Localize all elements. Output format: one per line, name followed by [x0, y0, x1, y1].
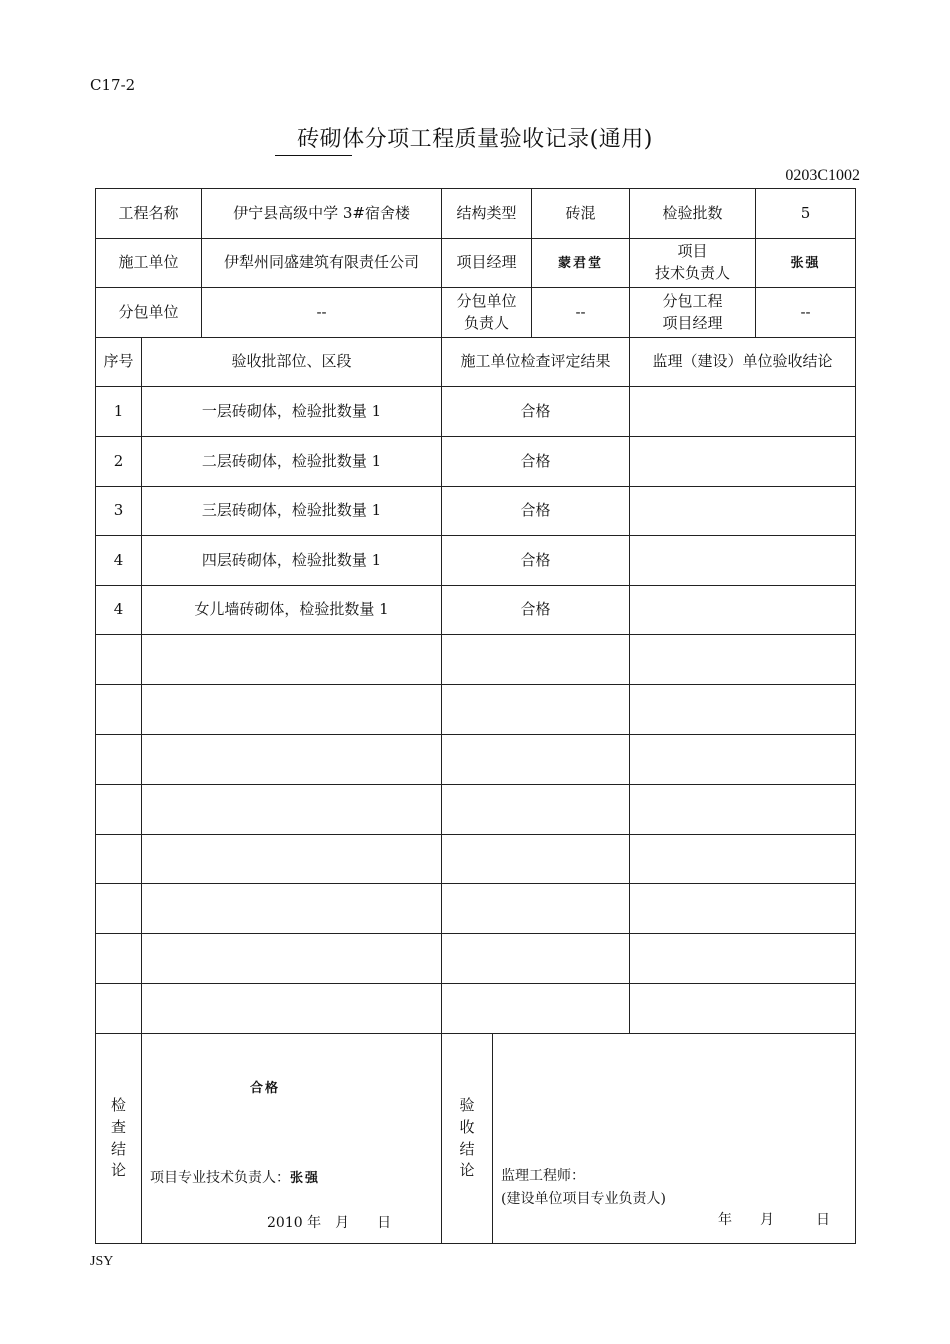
row-contractor-result [442, 735, 630, 785]
row-batch-part: 一层砖砌体，检验批数量 1 [142, 387, 442, 437]
accept-label-char: 论 [459, 1161, 475, 1180]
row-contractor-result: 合格 [442, 387, 630, 437]
signature-mark: 蒙君堂 [558, 256, 604, 272]
supervisor-engineer-line: 监理工程师： [501, 1168, 586, 1184]
row-serial-no [96, 735, 142, 785]
row-batch-part [142, 685, 442, 735]
accept-label-char: 验 [459, 1096, 475, 1114]
row-serial-no: 2 [96, 437, 142, 487]
sub-lead-label [442, 288, 532, 338]
row-batch-part [142, 785, 442, 835]
sub-pm-value: -- [756, 288, 856, 338]
check-label-char: 论 [111, 1161, 127, 1180]
check-result-signature: 合格 [250, 1081, 281, 1096]
tech-lead-label-line1: 项目 [677, 242, 708, 261]
row-contractor-result [442, 984, 630, 1034]
table-row [96, 487, 856, 536]
row-contractor-result [442, 884, 630, 934]
row-serial-no [96, 785, 142, 835]
row-batch-part [142, 635, 442, 685]
footer-code: JSY [90, 1254, 114, 1269]
info-row-subcontractor [96, 288, 856, 338]
row-contractor-result: 合格 [442, 487, 630, 536]
owner-lead-line: (建设单位项目专业负责人) [501, 1191, 666, 1207]
row-contractor-result: 合格 [442, 536, 630, 586]
row-serial-no [96, 884, 142, 934]
table-row [96, 884, 856, 934]
row-contractor-result [442, 835, 630, 884]
info-row-contractor [96, 239, 856, 288]
row-supervisor-conclusion [630, 635, 856, 685]
row-supervisor-conclusion [630, 735, 856, 785]
project-name-value: 伊宁县高级中学 3#宿舍楼 [202, 189, 442, 239]
table-row [96, 437, 856, 487]
row-serial-no [96, 685, 142, 735]
row-supervisor-conclusion [630, 387, 856, 437]
accept-label-char: 结 [459, 1139, 475, 1158]
row-supervisor-conclusion [630, 685, 856, 735]
tech-lead-line [150, 1168, 320, 1189]
row-supervisor-conclusion [630, 984, 856, 1034]
conclusion-row [96, 1034, 856, 1244]
header-serial-no: 序号 [96, 338, 142, 387]
table-row [96, 984, 856, 1034]
acceptance-conclusion-label [442, 1034, 493, 1243]
row-batch-part [142, 835, 442, 884]
row-contractor-result [442, 785, 630, 835]
tech-lead-label [630, 239, 756, 288]
tech-lead-label-line2: 技术负责人 [655, 264, 731, 282]
table-row [96, 536, 856, 586]
row-serial-no [96, 984, 142, 1034]
row-batch-part: 四层砖砌体，检验批数量 1 [142, 536, 442, 586]
row-supervisor-conclusion [630, 835, 856, 884]
acceptance-conclusion-cell [442, 1034, 856, 1244]
table-row [96, 387, 856, 437]
contractor-label: 施工单位 [96, 239, 202, 288]
tech-lead-line-signature: 张强 [290, 1171, 321, 1186]
row-serial-no [96, 635, 142, 685]
project-manager-signature [532, 239, 630, 288]
sub-pm-label-line2: 项目经理 [662, 313, 723, 332]
form-number: 0203C1002 [785, 167, 860, 184]
row-batch-part: 女儿墙砖砌体，检验批数量 1 [142, 586, 442, 635]
header-supervisor-conclusion: 监理（建设）单位验收结论 [630, 338, 856, 387]
batch-count-value: 5 [756, 189, 856, 239]
row-contractor-result [442, 934, 630, 984]
row-serial-no [96, 934, 142, 984]
check-conclusion-label [96, 1034, 142, 1244]
row-serial-no: 4 [96, 586, 142, 635]
structure-type-value: 砖混 [532, 189, 630, 239]
row-batch-part [142, 884, 442, 934]
row-batch-part: 二层砖砌体，检验批数量 1 [142, 437, 442, 487]
batch-count-label: 检验批数 [630, 189, 756, 239]
check-conclusion-content [142, 1034, 442, 1244]
check-label-char: 查 [111, 1117, 127, 1136]
tech-lead-signature [756, 239, 856, 288]
acceptance-date: 年 月 日 [718, 1212, 831, 1228]
page-title: 砖砌体分项工程质量验收记录(通用) [297, 127, 653, 152]
row-supervisor-conclusion [630, 785, 856, 835]
row-batch-part [142, 984, 442, 1034]
sub-pm-label-line1: 分包工程 [662, 291, 723, 310]
row-contractor-result [442, 635, 630, 685]
row-serial-no [96, 835, 142, 884]
table-row [96, 586, 856, 635]
header-contractor-result: 施工单位检查评定结果 [442, 338, 630, 387]
info-row-project [96, 189, 856, 239]
row-contractor-result [442, 685, 630, 735]
row-supervisor-conclusion [630, 586, 856, 635]
sub-pm-label [630, 288, 756, 338]
subcontractor-label: 分包单位 [96, 288, 202, 338]
sub-lead-label-line1: 分包单位 [456, 291, 517, 310]
table-row [96, 835, 856, 884]
signature-mark: 张强 [790, 256, 821, 272]
table-row [96, 735, 856, 785]
row-serial-no: 4 [96, 536, 142, 586]
sub-lead-value: -- [532, 288, 630, 338]
project-name-label: 工程名称 [96, 189, 202, 239]
row-batch-part [142, 934, 442, 984]
project-manager-label: 项目经理 [442, 239, 532, 288]
check-label-char: 结 [111, 1139, 127, 1158]
table-row [96, 934, 856, 984]
row-supervisor-conclusion [630, 934, 856, 984]
title-underline [275, 155, 352, 156]
table-row [96, 685, 856, 735]
form-code: C17-2 [90, 76, 136, 94]
row-supervisor-conclusion [630, 536, 856, 586]
sub-lead-label-line2: 负责人 [464, 313, 510, 332]
subcontractor-value: -- [202, 288, 442, 338]
acceptance-record-table [95, 188, 856, 1244]
row-batch-part [142, 735, 442, 785]
table-header-row [96, 338, 856, 387]
table-row [96, 785, 856, 835]
row-serial-no: 1 [96, 387, 142, 437]
row-contractor-result: 合格 [442, 437, 630, 487]
row-supervisor-conclusion [630, 884, 856, 934]
contractor-value: 伊犁州同盛建筑有限责任公司 [202, 239, 442, 288]
row-contractor-result: 合格 [442, 586, 630, 635]
row-supervisor-conclusion [630, 487, 856, 536]
row-serial-no: 3 [96, 487, 142, 536]
header-batch-part: 验收批部位、区段 [142, 338, 442, 387]
check-date: 2010 年 月 日 [267, 1215, 392, 1231]
table-row [96, 635, 856, 685]
tech-lead-line-label: 项目专业技术负责人： [150, 1170, 290, 1186]
accept-label-char: 收 [459, 1117, 475, 1136]
structure-type-label: 结构类型 [442, 189, 532, 239]
row-batch-part: 三层砖砌体，检验批数量 1 [142, 487, 442, 536]
check-label-char: 检 [111, 1096, 127, 1114]
row-supervisor-conclusion [630, 437, 856, 487]
